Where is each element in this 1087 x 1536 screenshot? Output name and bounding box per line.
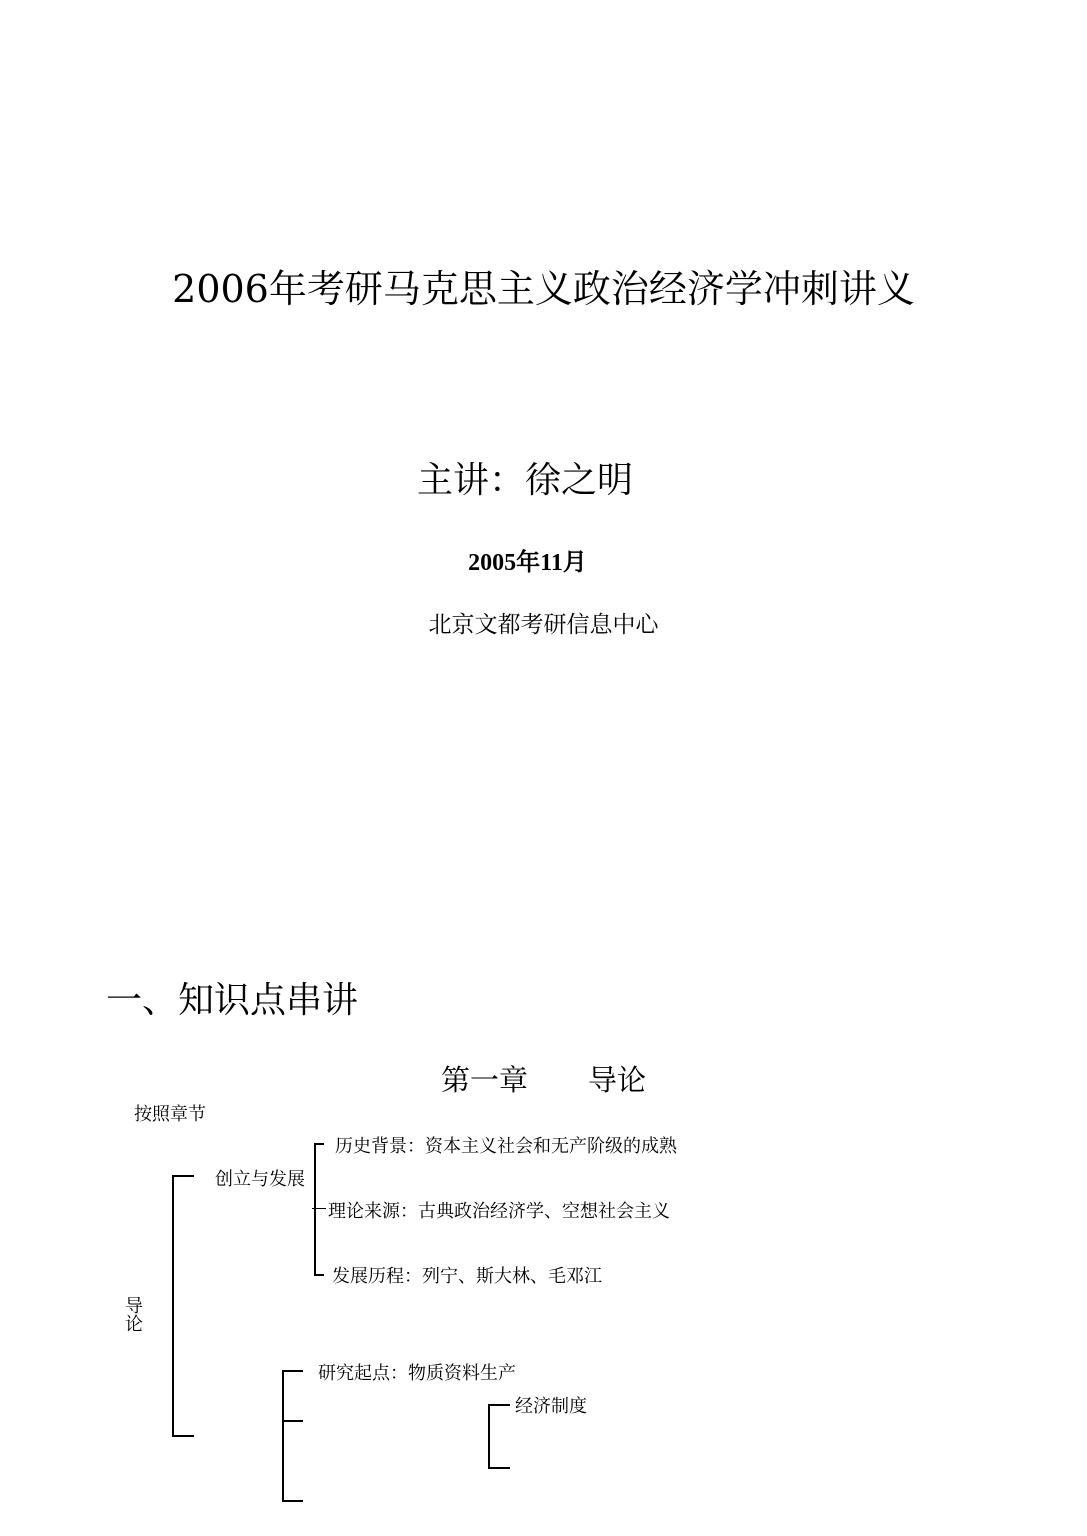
- document-title: 2006年考研马克思主义政治经济学冲刺讲义: [172, 267, 915, 311]
- economic-system-label: 经济制度: [515, 1396, 587, 1417]
- section-heading: 一、知识点串讲: [106, 980, 359, 1021]
- outline-note: 按照章节: [134, 1104, 206, 1125]
- chapter-heading: [0, 1058, 1087, 1099]
- outline-root-label: 导论: [122, 1296, 143, 1332]
- branch1-item: 理论来源：古典政治经济学、空想社会主义: [328, 1201, 670, 1222]
- branch2-bracket-middle: [282, 1420, 303, 1422]
- branch1-bracket-bottom: [314, 1274, 324, 1276]
- sub-bracket-vertical: [488, 1404, 490, 1469]
- sub-bracket-top: [488, 1404, 510, 1406]
- organization-name: 北京文都考研信息中心: [428, 612, 659, 638]
- publication-date: 2005年11月: [468, 550, 587, 576]
- main-bracket-vertical: [172, 1175, 174, 1437]
- branch1-item: 历史背景：资本主义社会和无产阶级的成熟: [335, 1136, 677, 1157]
- main-bracket-bottom: [172, 1435, 194, 1437]
- chapter-name: 导论: [588, 1063, 647, 1097]
- branch2-start-point: 研究起点：物质资料生产: [318, 1363, 516, 1384]
- branch1-item: 发展历程：列宁、斯大林、毛邓江: [332, 1266, 602, 1287]
- chapter-number: 第一章: [440, 1063, 528, 1097]
- branch2-bracket-top: [282, 1370, 303, 1372]
- lecturer-line: 主讲：徐之明: [416, 460, 633, 501]
- sub-bracket-bottom: [488, 1467, 510, 1469]
- branch1-bracket-top: [314, 1143, 324, 1145]
- main-bracket-top: [172, 1175, 194, 1177]
- branch-creation-label: 创立与发展: [215, 1169, 305, 1190]
- branch1-bracket-vertical: [314, 1143, 316, 1276]
- branch1-bracket-middle: [312, 1208, 326, 1209]
- branch2-bracket-bottom: [282, 1500, 303, 1502]
- branch2-bracket-vertical: [282, 1370, 284, 1502]
